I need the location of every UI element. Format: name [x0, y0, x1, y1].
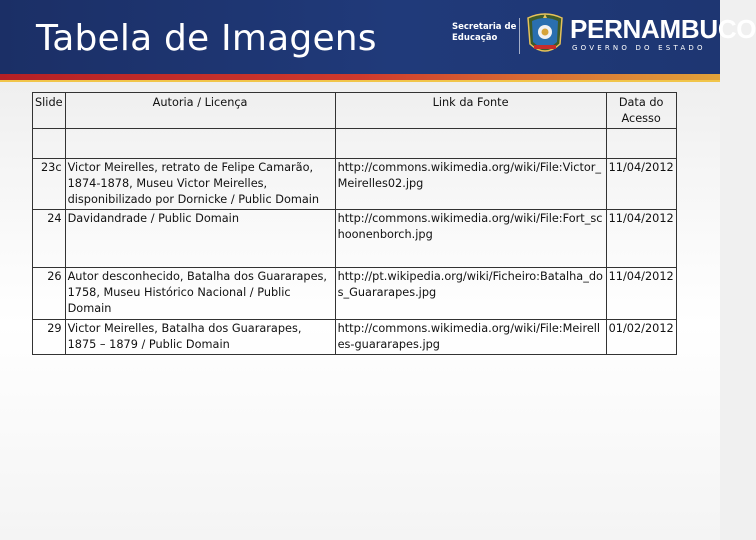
row-date: 11/04/2012 — [606, 210, 676, 268]
header-date — [606, 93, 676, 129]
header-author: Autoria / Licença — [65, 93, 335, 129]
table-row — [33, 129, 677, 159]
row-author: Davidandrade / Public Domain — [65, 210, 335, 268]
table-row — [33, 320, 677, 355]
table-row — [33, 210, 677, 268]
row-link[interactable]: http://commons.wikimedia.org/wiki/File:Meirelles-guararapes.jpg — [335, 320, 606, 355]
secretaria-line-1: Secretaria de — [452, 22, 517, 32]
row-author: Autor desconhecido, Batalha dos Guararapes, 1758, Museu Histórico Nacional / Public Domain — [65, 268, 335, 320]
spacer-cell — [606, 129, 676, 159]
image-sources-table — [32, 92, 677, 355]
row-date: 11/04/2012 — [606, 268, 676, 320]
row-date: 01/02/2012 — [606, 320, 676, 355]
secretaria-line-2: Educação — [452, 33, 498, 43]
row-slide: 29 — [33, 320, 66, 355]
secretaria-logo — [452, 22, 516, 52]
page-title: Tabela de Imagens — [36, 18, 377, 59]
spacer-cell — [335, 129, 606, 159]
row-link[interactable]: http://pt.wikipedia.org/wiki/Ficheiro:Batalha_dos_Guararapes.jpg — [335, 268, 606, 320]
spacer-cell — [33, 129, 66, 159]
state-seal-icon — [524, 12, 566, 60]
header-date-label: Data do Acesso — [618, 96, 664, 125]
table-row — [33, 268, 677, 320]
row-slide: 26 — [33, 268, 66, 320]
header-link: Link da Fonte — [335, 93, 606, 129]
row-author: Victor Meirelles, retrato de Felipe Camarão, 1874-1878, Museu Victor Meirelles, disponibilizado por Dornicke / Public Domain — [65, 159, 335, 210]
row-slide: 24 — [33, 210, 66, 268]
state-subtitle: GOVERNO DO ESTADO — [572, 44, 706, 52]
spacer-cell — [65, 129, 335, 159]
header-slide: Slide — [33, 93, 66, 129]
logo-divider — [519, 18, 520, 54]
table-row — [33, 159, 677, 210]
header-stripe-gold — [0, 80, 720, 82]
table-header-row — [33, 93, 677, 129]
row-date: 11/04/2012 — [606, 159, 676, 210]
row-link[interactable]: http://commons.wikimedia.org/wiki/File:Victor_Meirelles02.jpg — [335, 159, 606, 210]
row-link[interactable]: http://commons.wikimedia.org/wiki/File:Fort_schoonenborch.jpg — [335, 210, 606, 268]
state-name-logo: PERNAMBUCO — [570, 14, 756, 44]
row-author: Victor Meirelles, Batalha dos Guararapes, 1875 – 1879 / Public Domain — [65, 320, 335, 355]
row-slide: 23c — [33, 159, 66, 210]
